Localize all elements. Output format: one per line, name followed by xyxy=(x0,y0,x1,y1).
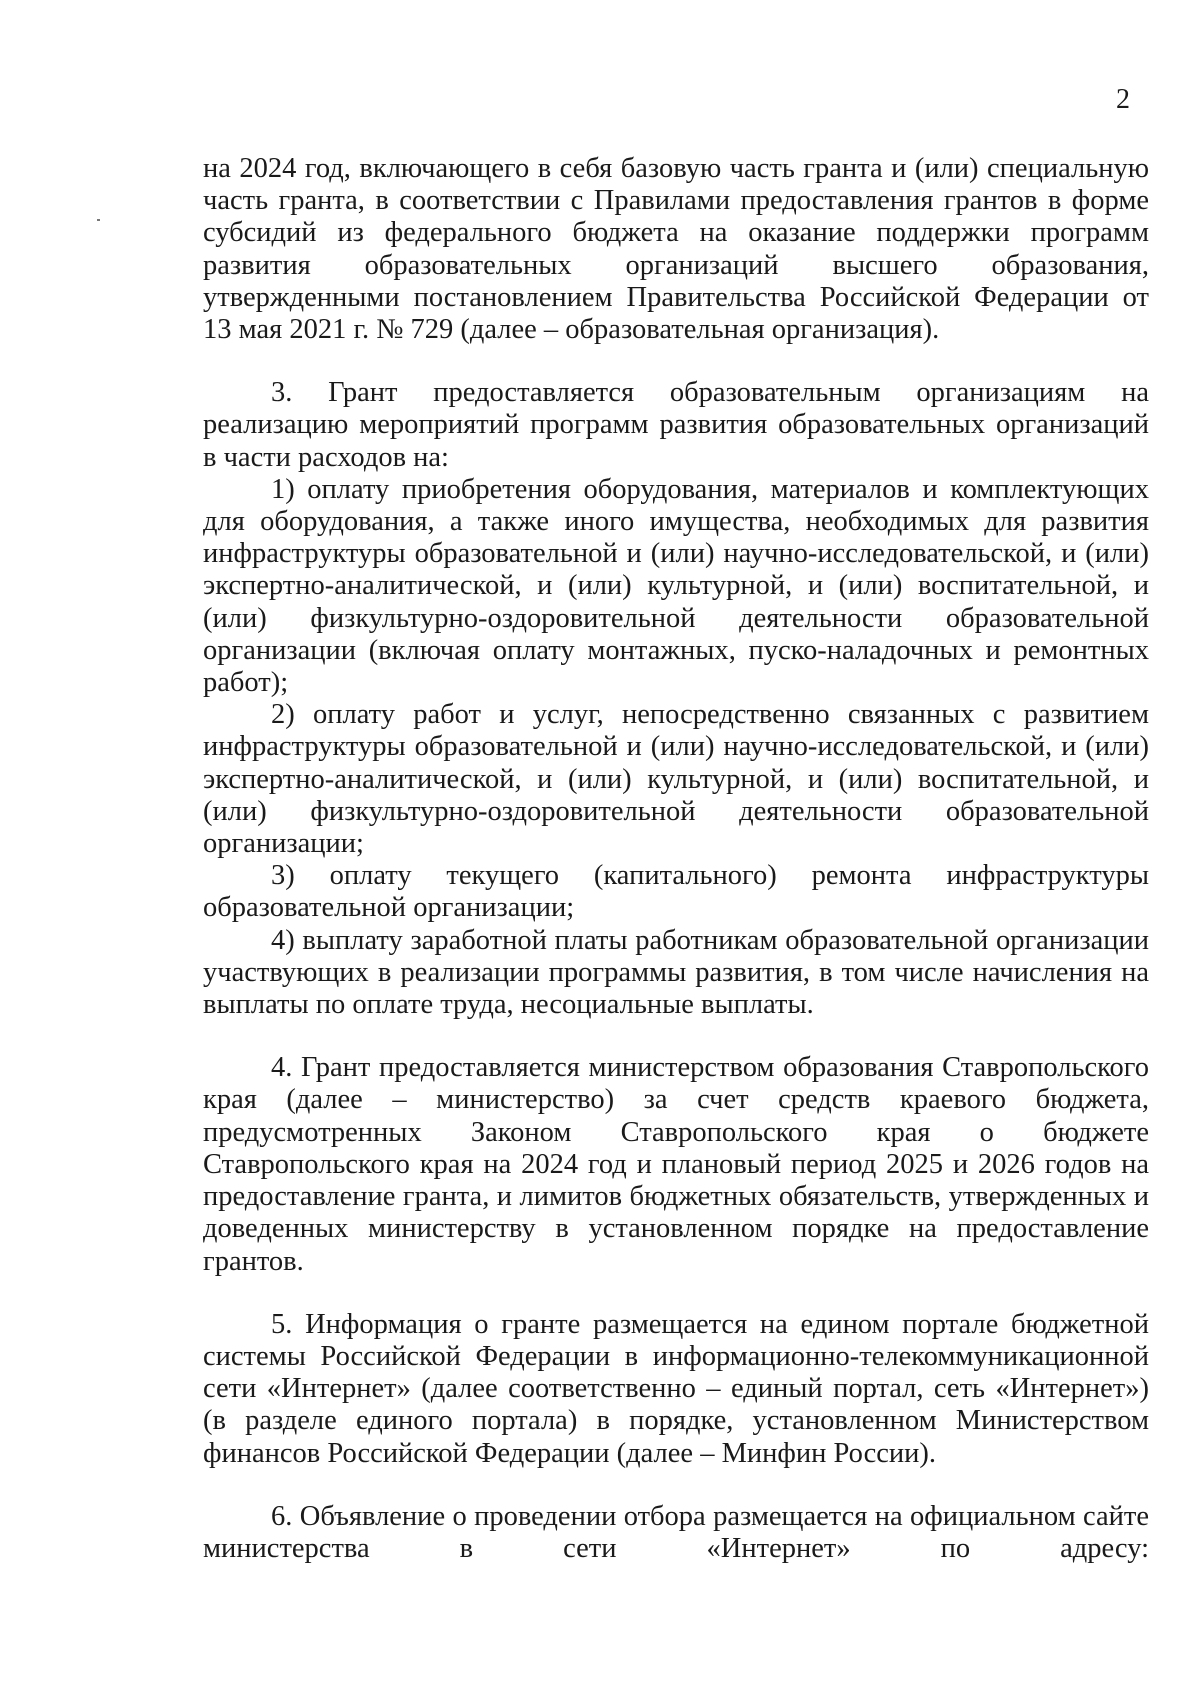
document-body xyxy=(203,153,1149,1565)
list-item-1: 1) оплату приобретения оборудования, материалов и комплектующих для оборудования, а также иного имущества, необходимых для развития инфраструктуры образовательной и (или) научно-исследовательской, и (или) экспертно-аналитической, и (или) культурной, и (или) воспитательной, и (или) физкультурно-оздоровительной деятельности образовательной организации (включая оплату монтажных, пуско-наладочных и ремонтных работ); xyxy=(203,473,1149,699)
list-item-3: 3) оплату текущего (капитального) ремонта инфраструктуры образовательной организации; xyxy=(203,860,1149,924)
list-item-2: 2) оплату работ и услуг, непосредственно связанных с развитием инфраструктуры образовательной и (или) научно-исследовательской, и (или) экспертно-аналитической, и (или) культурной, и (или) воспитательной, и (или) физкультурно-оздоровительной деятельности образовательной организации; xyxy=(203,699,1149,860)
paragraph-3: 3. Грант предоставляется образовательным организациям на реализацию мероприятий программ развития образовательных организаций в части расходов на: xyxy=(203,377,1149,473)
paragraph-6: 6. Объявление о проведении отбора размещается на официальном сайте министерства в сети «Интернет» по адресу: xyxy=(203,1500,1149,1564)
paragraph-continuation: на 2024 год, включающего в себя базовую часть гранта и (или) специальную часть гранта, в соответствии с Правилами предоставления грантов в форме субсидий из федерального бюджета на оказание поддержки программ развития образовательных организаций высшего образования, утвержденными постановлением Правительства Российской Федерации от 13 мая 2021 г. № 729 (далее – образовательная организация). xyxy=(203,153,1149,346)
page-number: 2 xyxy=(1116,84,1130,115)
list-item-4: 4) выплату заработной платы работникам образовательной организации участвующих в реализации программы развития, в том числе начисления на выплаты по оплате труда, несоциальные выплаты. xyxy=(203,924,1149,1021)
scan-speck xyxy=(97,219,100,221)
paragraph-5: 5. Информация о гранте размещается на едином портале бюджетной системы Российской Федерации в информационно-телекоммуникационной сети «Интернет» (далее соответственно – единый портал, сеть «Интернет») (в разделе единого портала) в порядке, установленном Министерством финансов Российской Федерации (далее – Минфин России). xyxy=(203,1308,1149,1469)
paragraph-4: 4. Грант предоставляется министерством образования Ставропольского края (далее – министерство) за счет средств краевого бюджета, предусмотренных Законом Ставропольского края о бюджете Ставропольского края на 2024 год и плановый период 2025 и 2026 годов на предоставление гранта, и лимитов бюджетных обязательств, утвержденных и доведенных министерству в установленном порядке на предоставление грантов. xyxy=(203,1052,1149,1277)
